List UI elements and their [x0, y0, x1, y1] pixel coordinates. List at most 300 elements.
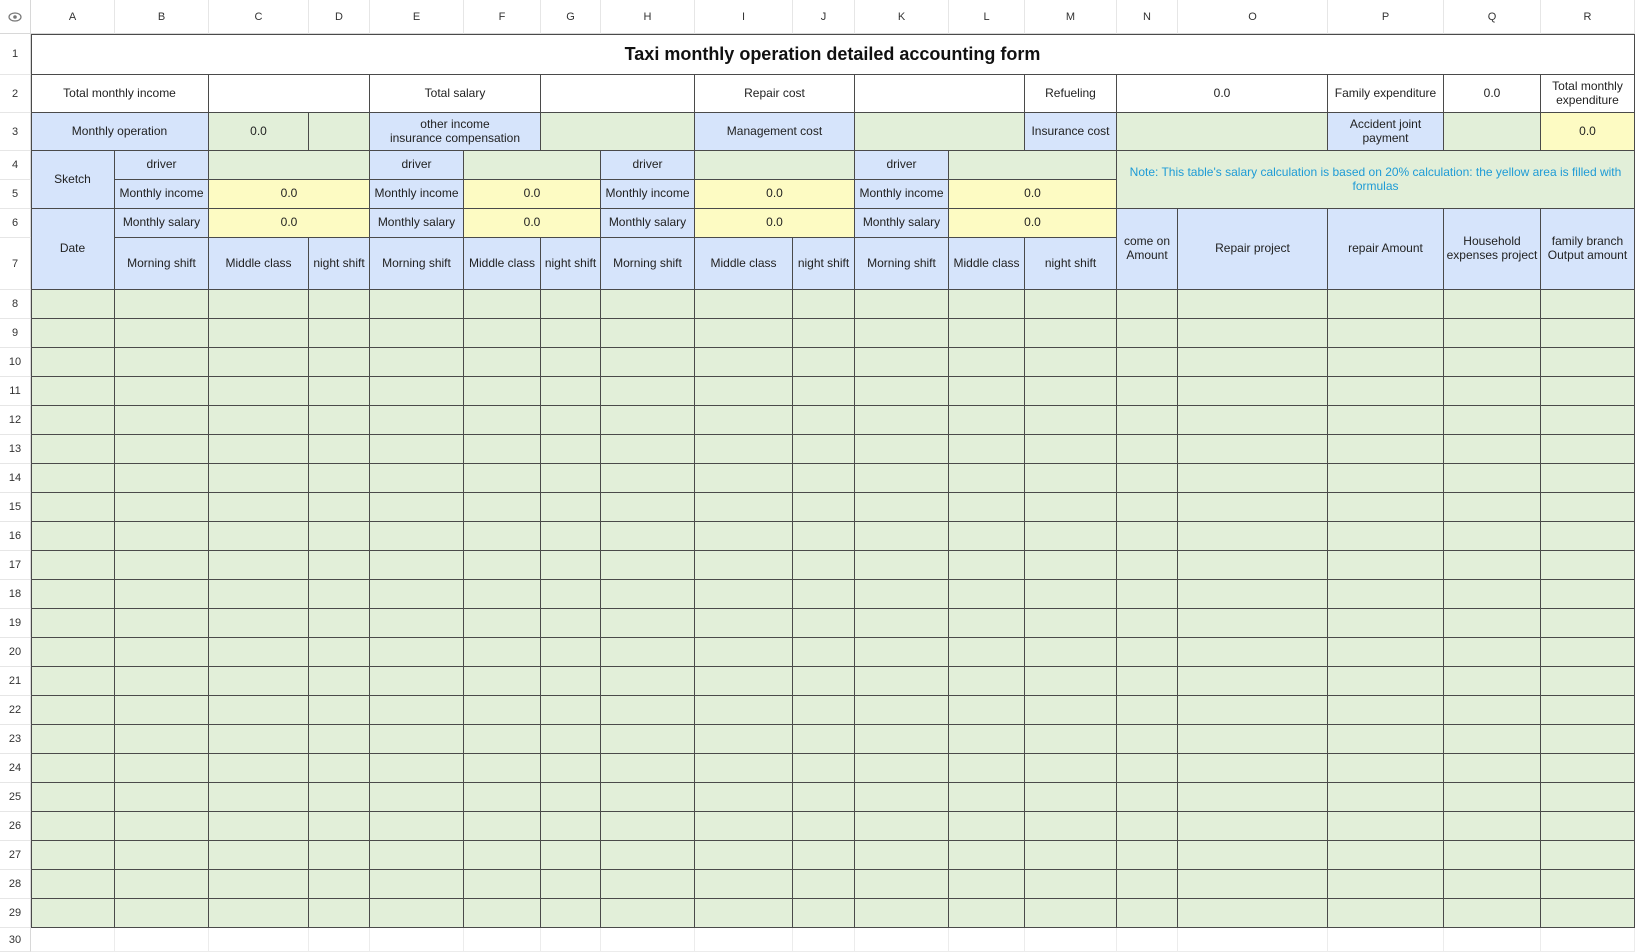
- data-cell[interactable]: [31, 464, 115, 493]
- shift-header-c[interactable]: Middle class: [209, 238, 309, 290]
- data-cell[interactable]: [1541, 580, 1635, 609]
- data-cell[interactable]: [541, 841, 601, 870]
- data-cell[interactable]: [1025, 319, 1117, 348]
- monthly-operation-extra[interactable]: [309, 113, 370, 151]
- data-cell[interactable]: [309, 580, 370, 609]
- data-cell[interactable]: [855, 609, 949, 638]
- data-cell[interactable]: [309, 290, 370, 319]
- data-cell[interactable]: [793, 899, 855, 928]
- data-cell[interactable]: [855, 377, 949, 406]
- data-cell[interactable]: [695, 754, 793, 783]
- data-cell[interactable]: [1541, 609, 1635, 638]
- data-cell[interactable]: [1541, 696, 1635, 725]
- data-cell[interactable]: [1117, 696, 1178, 725]
- data-cell[interactable]: [370, 812, 464, 841]
- data-cell[interactable]: [1328, 522, 1444, 551]
- data-cell[interactable]: [1541, 667, 1635, 696]
- data-cell[interactable]: [1541, 435, 1635, 464]
- row-header-29[interactable]: 29: [0, 899, 31, 928]
- data-cell[interactable]: [209, 841, 309, 870]
- data-cell[interactable]: [601, 696, 695, 725]
- data-cell[interactable]: [370, 667, 464, 696]
- data-cell[interactable]: [370, 493, 464, 522]
- data-cell[interactable]: [209, 406, 309, 435]
- data-cell[interactable]: [601, 319, 695, 348]
- date-label[interactable]: Date: [31, 209, 115, 290]
- data-cell[interactable]: [209, 348, 309, 377]
- data-cell[interactable]: [1541, 638, 1635, 667]
- data-cell[interactable]: [31, 725, 115, 754]
- shift-header-h[interactable]: Morning shift: [601, 238, 695, 290]
- data-cell[interactable]: [370, 725, 464, 754]
- data-cell[interactable]: [1025, 899, 1117, 928]
- data-cell[interactable]: [1025, 290, 1117, 319]
- data-cell[interactable]: [464, 319, 541, 348]
- data-cell[interactable]: [309, 406, 370, 435]
- data-cell[interactable]: [370, 464, 464, 493]
- data-cell[interactable]: [115, 406, 209, 435]
- data-cell[interactable]: [541, 696, 601, 725]
- empty-cell[interactable]: [541, 928, 601, 952]
- data-cell[interactable]: [1117, 348, 1178, 377]
- data-cell[interactable]: [370, 522, 464, 551]
- row-header-15[interactable]: 15: [0, 493, 31, 522]
- data-cell[interactable]: [695, 812, 793, 841]
- data-cell[interactable]: [370, 348, 464, 377]
- data-cell[interactable]: [949, 580, 1025, 609]
- data-cell[interactable]: [31, 783, 115, 812]
- shift-header-m[interactable]: night shift: [1025, 238, 1117, 290]
- data-cell[interactable]: [209, 783, 309, 812]
- data-cell[interactable]: [855, 725, 949, 754]
- column-header-q[interactable]: Q: [1444, 0, 1541, 34]
- data-cell[interactable]: [695, 899, 793, 928]
- data-cell[interactable]: [464, 435, 541, 464]
- driver-4-income-label[interactable]: Monthly income: [855, 180, 949, 209]
- data-cell[interactable]: [1328, 812, 1444, 841]
- data-cell[interactable]: [1328, 406, 1444, 435]
- total-salary-label[interactable]: Total salary: [370, 75, 541, 113]
- data-cell[interactable]: [695, 783, 793, 812]
- column-header-f[interactable]: F: [464, 0, 541, 34]
- data-cell[interactable]: [793, 551, 855, 580]
- data-cell[interactable]: [601, 754, 695, 783]
- empty-cell[interactable]: [855, 928, 949, 952]
- data-cell[interactable]: [1117, 464, 1178, 493]
- family-branch-output-amount-header[interactable]: family branch Output amount: [1541, 209, 1635, 290]
- data-cell[interactable]: [1117, 580, 1178, 609]
- data-cell[interactable]: [793, 580, 855, 609]
- data-cell[interactable]: [1444, 638, 1541, 667]
- data-cell[interactable]: [309, 638, 370, 667]
- data-cell[interactable]: [115, 870, 209, 899]
- data-cell[interactable]: [1025, 377, 1117, 406]
- data-cell[interactable]: [601, 551, 695, 580]
- data-cell[interactable]: [209, 580, 309, 609]
- data-cell[interactable]: [601, 464, 695, 493]
- data-cell[interactable]: [601, 638, 695, 667]
- data-cell[interactable]: [1444, 406, 1541, 435]
- data-cell[interactable]: [1444, 841, 1541, 870]
- select-all-corner[interactable]: [0, 0, 31, 34]
- data-cell[interactable]: [31, 899, 115, 928]
- data-cell[interactable]: [115, 696, 209, 725]
- data-cell[interactable]: [464, 754, 541, 783]
- insurance-cost-value[interactable]: [1117, 113, 1328, 151]
- data-cell[interactable]: [209, 551, 309, 580]
- form-title[interactable]: Taxi monthly operation detailed accounting form: [31, 34, 1635, 75]
- data-cell[interactable]: [601, 812, 695, 841]
- row-header-4[interactable]: 4: [0, 151, 31, 180]
- data-cell[interactable]: [1328, 464, 1444, 493]
- data-cell[interactable]: [1178, 812, 1328, 841]
- data-cell[interactable]: [31, 754, 115, 783]
- data-cell[interactable]: [601, 841, 695, 870]
- data-cell[interactable]: [370, 377, 464, 406]
- data-cell[interactable]: [1178, 609, 1328, 638]
- data-cell[interactable]: [115, 435, 209, 464]
- data-cell[interactable]: [370, 870, 464, 899]
- data-cell[interactable]: [855, 754, 949, 783]
- data-cell[interactable]: [464, 841, 541, 870]
- data-cell[interactable]: [949, 696, 1025, 725]
- data-cell[interactable]: [541, 348, 601, 377]
- data-cell[interactable]: [1444, 870, 1541, 899]
- data-cell[interactable]: [855, 580, 949, 609]
- data-cell[interactable]: [31, 348, 115, 377]
- data-cell[interactable]: [601, 377, 695, 406]
- driver-3-label[interactable]: driver: [601, 151, 695, 180]
- data-cell[interactable]: [855, 667, 949, 696]
- data-cell[interactable]: [1117, 638, 1178, 667]
- data-cell[interactable]: [601, 406, 695, 435]
- data-cell[interactable]: [855, 348, 949, 377]
- data-cell[interactable]: [309, 435, 370, 464]
- shift-header-d[interactable]: night shift: [309, 238, 370, 290]
- family-expenditure-value[interactable]: 0.0: [1444, 75, 1541, 113]
- row-header-2[interactable]: 2: [0, 75, 31, 113]
- data-cell[interactable]: [695, 638, 793, 667]
- column-header-n[interactable]: N: [1117, 0, 1178, 34]
- data-cell[interactable]: [949, 377, 1025, 406]
- column-header-j[interactable]: J: [793, 0, 855, 34]
- empty-cell[interactable]: [115, 928, 209, 952]
- data-cell[interactable]: [309, 493, 370, 522]
- data-cell[interactable]: [793, 725, 855, 754]
- data-cell[interactable]: [1541, 377, 1635, 406]
- empty-cell[interactable]: [1178, 928, 1328, 952]
- data-cell[interactable]: [1444, 899, 1541, 928]
- empty-cell[interactable]: [1444, 928, 1541, 952]
- column-header-r[interactable]: R: [1541, 0, 1635, 34]
- data-cell[interactable]: [855, 493, 949, 522]
- data-cell[interactable]: [115, 667, 209, 696]
- data-cell[interactable]: [115, 348, 209, 377]
- data-cell[interactable]: [695, 725, 793, 754]
- row-header-8[interactable]: 8: [0, 290, 31, 319]
- data-cell[interactable]: [1328, 725, 1444, 754]
- data-cell[interactable]: [464, 580, 541, 609]
- family-expenditure-label[interactable]: Family expenditure: [1328, 75, 1444, 113]
- data-cell[interactable]: [115, 899, 209, 928]
- data-cell[interactable]: [1025, 667, 1117, 696]
- data-cell[interactable]: [1178, 667, 1328, 696]
- data-cell[interactable]: [949, 638, 1025, 667]
- shift-header-g[interactable]: night shift: [541, 238, 601, 290]
- driver-4-salary-value[interactable]: 0.0: [949, 209, 1117, 238]
- data-cell[interactable]: [209, 493, 309, 522]
- data-cell[interactable]: [1328, 754, 1444, 783]
- data-cell[interactable]: [115, 783, 209, 812]
- data-cell[interactable]: [601, 870, 695, 899]
- data-cell[interactable]: [1178, 348, 1328, 377]
- data-cell[interactable]: [1541, 348, 1635, 377]
- data-cell[interactable]: [541, 319, 601, 348]
- data-cell[interactable]: [1444, 725, 1541, 754]
- data-cell[interactable]: [31, 812, 115, 841]
- data-cell[interactable]: [1117, 812, 1178, 841]
- empty-cell[interactable]: [601, 928, 695, 952]
- data-cell[interactable]: [601, 435, 695, 464]
- data-cell[interactable]: [115, 522, 209, 551]
- empty-cell[interactable]: [1117, 928, 1178, 952]
- data-cell[interactable]: [1541, 841, 1635, 870]
- come-on-amount-header[interactable]: come on Amount: [1117, 209, 1178, 290]
- data-cell[interactable]: [1025, 754, 1117, 783]
- data-cell[interactable]: [31, 435, 115, 464]
- data-cell[interactable]: [793, 348, 855, 377]
- data-cell[interactable]: [309, 609, 370, 638]
- data-cell[interactable]: [1178, 783, 1328, 812]
- other-income-value[interactable]: [541, 113, 695, 151]
- driver-3-salary-value[interactable]: 0.0: [695, 209, 855, 238]
- data-cell[interactable]: [541, 551, 601, 580]
- driver-2-label[interactable]: driver: [370, 151, 464, 180]
- data-cell[interactable]: [209, 899, 309, 928]
- data-cell[interactable]: [309, 551, 370, 580]
- data-cell[interactable]: [370, 435, 464, 464]
- data-cell[interactable]: [1328, 696, 1444, 725]
- driver-1-name[interactable]: [209, 151, 370, 180]
- data-cell[interactable]: [1541, 319, 1635, 348]
- repair-cost-label[interactable]: Repair cost: [695, 75, 855, 113]
- data-cell[interactable]: [464, 812, 541, 841]
- data-cell[interactable]: [855, 522, 949, 551]
- data-cell[interactable]: [209, 870, 309, 899]
- data-cell[interactable]: [115, 319, 209, 348]
- data-cell[interactable]: [949, 754, 1025, 783]
- data-cell[interactable]: [793, 377, 855, 406]
- shift-header-b[interactable]: Morning shift: [115, 238, 209, 290]
- data-cell[interactable]: [601, 348, 695, 377]
- data-cell[interactable]: [1117, 609, 1178, 638]
- data-cell[interactable]: [1328, 493, 1444, 522]
- data-cell[interactable]: [793, 319, 855, 348]
- data-cell[interactable]: [1328, 435, 1444, 464]
- data-cell[interactable]: [855, 290, 949, 319]
- data-cell[interactable]: [1178, 841, 1328, 870]
- data-cell[interactable]: [855, 319, 949, 348]
- data-cell[interactable]: [1117, 899, 1178, 928]
- data-cell[interactable]: [793, 638, 855, 667]
- shift-header-k[interactable]: Morning shift: [855, 238, 949, 290]
- data-cell[interactable]: [541, 754, 601, 783]
- data-cell[interactable]: [793, 435, 855, 464]
- data-cell[interactable]: [1117, 783, 1178, 812]
- data-cell[interactable]: [1025, 464, 1117, 493]
- empty-cell[interactable]: [209, 928, 309, 952]
- sketch-label[interactable]: Sketch: [31, 151, 115, 209]
- data-cell[interactable]: [115, 812, 209, 841]
- driver-3-salary-label[interactable]: Monthly salary: [601, 209, 695, 238]
- row-header-23[interactable]: 23: [0, 725, 31, 754]
- data-cell[interactable]: [31, 406, 115, 435]
- data-cell[interactable]: [1025, 725, 1117, 754]
- data-cell[interactable]: [1025, 812, 1117, 841]
- row-header-16[interactable]: 16: [0, 522, 31, 551]
- accident-joint-payment-value[interactable]: [1444, 113, 1541, 151]
- data-cell[interactable]: [1025, 696, 1117, 725]
- data-cell[interactable]: [1444, 435, 1541, 464]
- data-cell[interactable]: [1178, 464, 1328, 493]
- data-cell[interactable]: [1117, 522, 1178, 551]
- data-cell[interactable]: [1117, 551, 1178, 580]
- data-cell[interactable]: [1025, 551, 1117, 580]
- data-cell[interactable]: [793, 870, 855, 899]
- data-cell[interactable]: [1117, 435, 1178, 464]
- data-cell[interactable]: [601, 725, 695, 754]
- row-header-24[interactable]: 24: [0, 754, 31, 783]
- data-cell[interactable]: [370, 580, 464, 609]
- data-cell[interactable]: [695, 667, 793, 696]
- data-cell[interactable]: [31, 319, 115, 348]
- row-header-21[interactable]: 21: [0, 667, 31, 696]
- data-cell[interactable]: [1328, 377, 1444, 406]
- data-cell[interactable]: [1328, 667, 1444, 696]
- data-cell[interactable]: [541, 899, 601, 928]
- data-cell[interactable]: [1117, 667, 1178, 696]
- data-cell[interactable]: [1117, 406, 1178, 435]
- data-cell[interactable]: [1328, 580, 1444, 609]
- data-cell[interactable]: [1328, 348, 1444, 377]
- driver-4-label[interactable]: driver: [855, 151, 949, 180]
- empty-cell[interactable]: [31, 928, 115, 952]
- driver-2-income-label[interactable]: Monthly income: [370, 180, 464, 209]
- data-cell[interactable]: [464, 464, 541, 493]
- empty-cell[interactable]: [309, 928, 370, 952]
- data-cell[interactable]: [309, 783, 370, 812]
- data-cell[interactable]: [1444, 580, 1541, 609]
- row-header-11[interactable]: 11: [0, 377, 31, 406]
- data-cell[interactable]: [541, 435, 601, 464]
- data-cell[interactable]: [1328, 870, 1444, 899]
- data-cell[interactable]: [1541, 464, 1635, 493]
- data-cell[interactable]: [855, 551, 949, 580]
- data-cell[interactable]: [1025, 870, 1117, 899]
- column-header-a[interactable]: A: [31, 0, 115, 34]
- data-cell[interactable]: [1178, 406, 1328, 435]
- data-cell[interactable]: [209, 754, 309, 783]
- data-cell[interactable]: [370, 609, 464, 638]
- data-cell[interactable]: [855, 812, 949, 841]
- row-header-19[interactable]: 19: [0, 609, 31, 638]
- data-cell[interactable]: [601, 667, 695, 696]
- data-cell[interactable]: [370, 551, 464, 580]
- data-cell[interactable]: [1025, 493, 1117, 522]
- data-cell[interactable]: [949, 435, 1025, 464]
- data-cell[interactable]: [1541, 783, 1635, 812]
- data-cell[interactable]: [1444, 348, 1541, 377]
- data-cell[interactable]: [115, 290, 209, 319]
- data-cell[interactable]: [1328, 290, 1444, 319]
- data-cell[interactable]: [1328, 609, 1444, 638]
- data-cell[interactable]: [1444, 551, 1541, 580]
- data-cell[interactable]: [309, 870, 370, 899]
- data-cell[interactable]: [209, 290, 309, 319]
- data-cell[interactable]: [31, 609, 115, 638]
- insurance-cost-label[interactable]: Insurance cost: [1025, 113, 1117, 151]
- row-header-26[interactable]: 26: [0, 812, 31, 841]
- data-cell[interactable]: [541, 377, 601, 406]
- data-cell[interactable]: [949, 870, 1025, 899]
- data-cell[interactable]: [464, 725, 541, 754]
- data-cell[interactable]: [309, 754, 370, 783]
- data-cell[interactable]: [949, 841, 1025, 870]
- data-cell[interactable]: [949, 464, 1025, 493]
- data-cell[interactable]: [793, 667, 855, 696]
- data-cell[interactable]: [1541, 870, 1635, 899]
- column-header-d[interactable]: D: [309, 0, 370, 34]
- data-cell[interactable]: [695, 580, 793, 609]
- data-cell[interactable]: [115, 638, 209, 667]
- data-cell[interactable]: [695, 841, 793, 870]
- data-cell[interactable]: [370, 754, 464, 783]
- driver-1-income-label[interactable]: Monthly income: [115, 180, 209, 209]
- data-cell[interactable]: [1444, 609, 1541, 638]
- data-cell[interactable]: [31, 551, 115, 580]
- data-cell[interactable]: [541, 464, 601, 493]
- data-cell[interactable]: [464, 493, 541, 522]
- data-cell[interactable]: [464, 377, 541, 406]
- empty-cell[interactable]: [1025, 928, 1117, 952]
- data-cell[interactable]: [541, 522, 601, 551]
- monthly-operation-value[interactable]: 0.0: [209, 113, 309, 151]
- data-cell[interactable]: [1025, 406, 1117, 435]
- total-monthly-expenditure-label[interactable]: Total monthly expenditure: [1541, 75, 1635, 113]
- data-cell[interactable]: [1178, 493, 1328, 522]
- data-cell[interactable]: [115, 493, 209, 522]
- data-cell[interactable]: [1541, 493, 1635, 522]
- driver-3-name[interactable]: [695, 151, 855, 180]
- refueling-value[interactable]: 0.0: [1117, 75, 1328, 113]
- data-cell[interactable]: [949, 609, 1025, 638]
- data-cell[interactable]: [695, 319, 793, 348]
- column-header-b[interactable]: B: [115, 0, 209, 34]
- driver-3-income-label[interactable]: Monthly income: [601, 180, 695, 209]
- data-cell[interactable]: [1444, 377, 1541, 406]
- data-cell[interactable]: [209, 319, 309, 348]
- empty-cell[interactable]: [1328, 928, 1444, 952]
- data-cell[interactable]: [601, 609, 695, 638]
- data-cell[interactable]: [209, 464, 309, 493]
- repair-cost-value[interactable]: [855, 75, 1025, 113]
- data-cell[interactable]: [1328, 841, 1444, 870]
- data-cell[interactable]: [464, 899, 541, 928]
- data-cell[interactable]: [31, 493, 115, 522]
- data-cell[interactable]: [855, 899, 949, 928]
- management-cost-value[interactable]: [855, 113, 1025, 151]
- data-cell[interactable]: [601, 783, 695, 812]
